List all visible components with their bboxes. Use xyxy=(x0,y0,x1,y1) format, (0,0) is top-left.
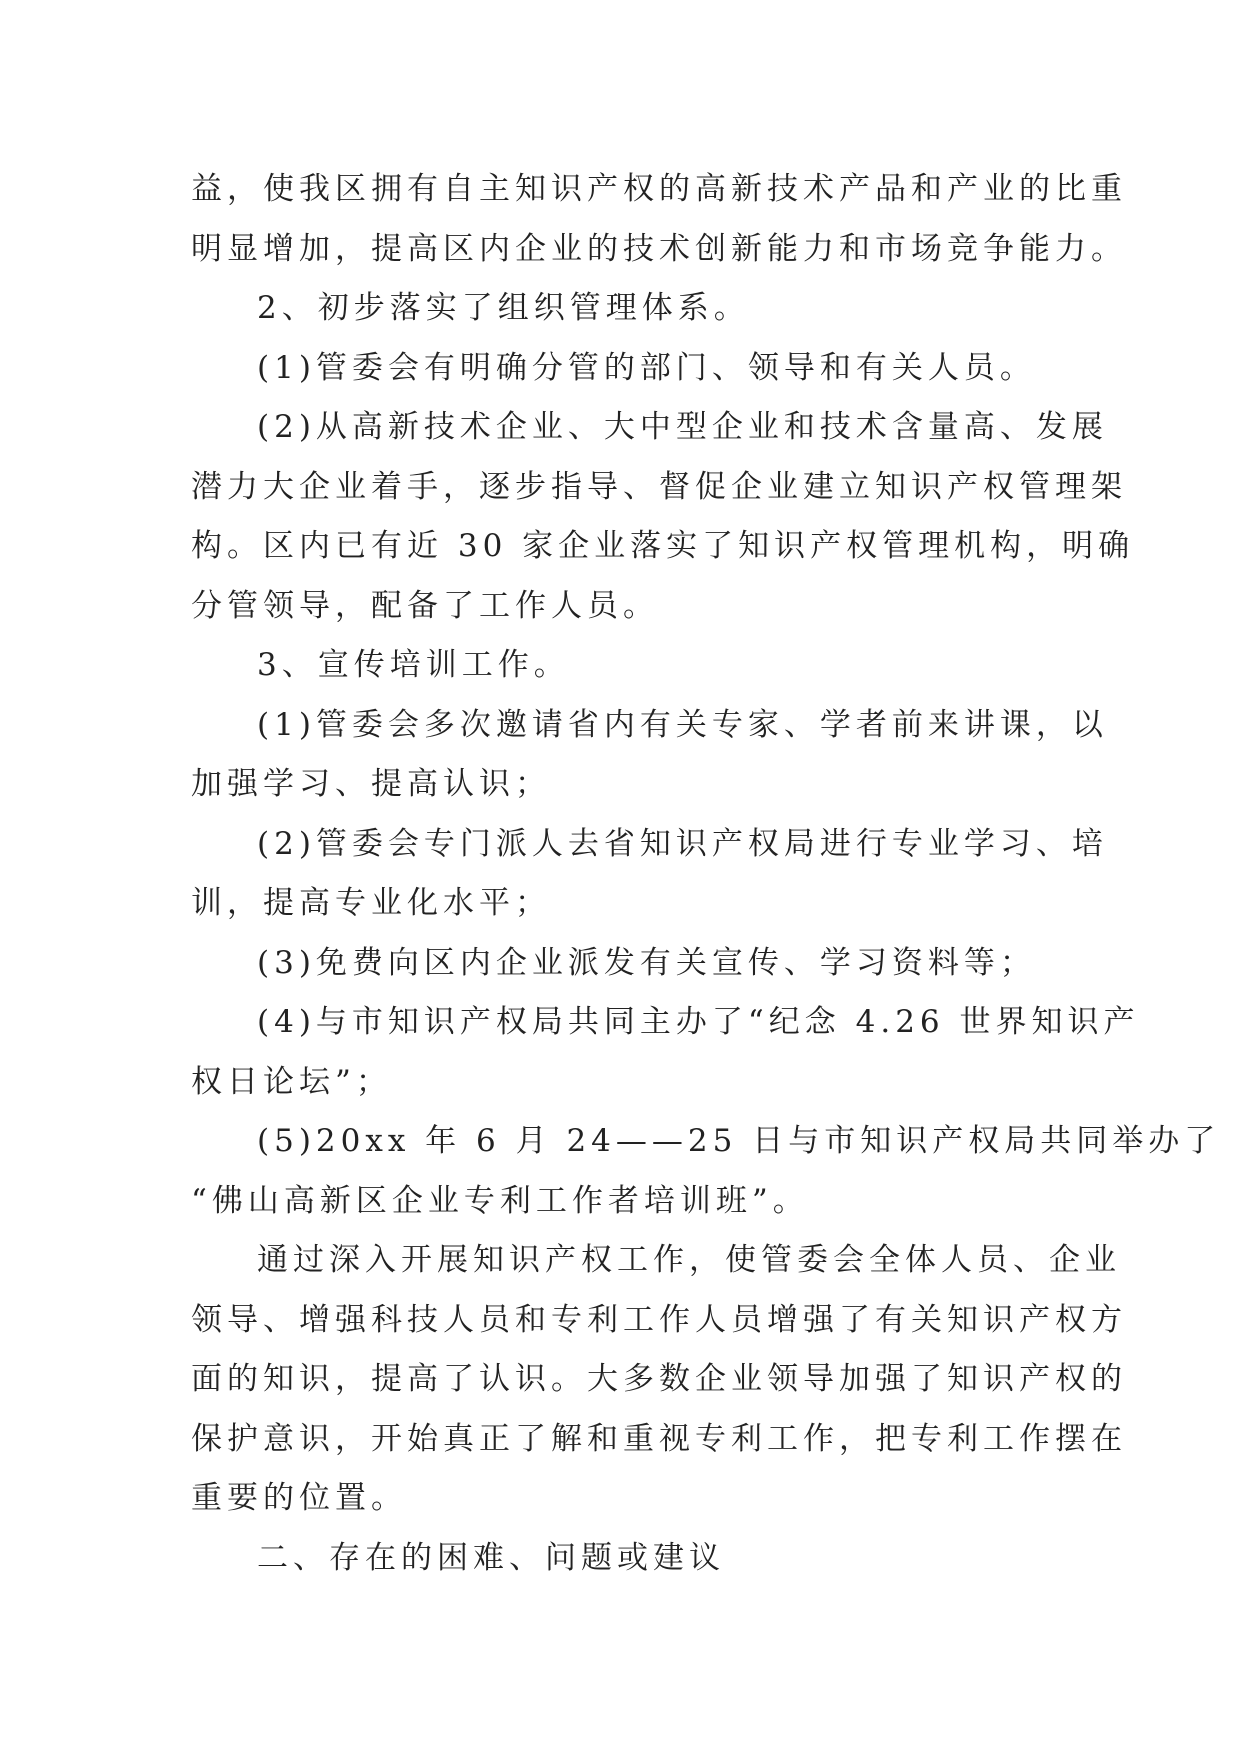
text-line: 重要的位置。 xyxy=(191,1480,407,1516)
text-line: 分管领导，配备了工作人员。 xyxy=(191,587,659,624)
text-line: 构。区内已有近 30 家企业落实了知识产权管理机构，明确 xyxy=(191,528,1135,564)
body-text xyxy=(191,160,1221,1588)
text-line: 明显增加，提高区内企业的技术创新能力和市场竞争能力。 xyxy=(191,230,1127,267)
list-item: (1)管委会多次邀请省内有关专家、学者前来讲课，以 xyxy=(257,706,1108,743)
section-heading: 2、初步落实了组织管理体系。 xyxy=(257,290,750,326)
text-line: 益，使我区拥有自主知识产权的高新技术产品和产业的比重 xyxy=(191,171,1127,207)
text-line: 潜力大企业着手，逐步指导、督促企业建立知识产权管理架 xyxy=(191,468,1127,505)
text-line: 面的知识，提高了认识。大多数企业领导加强了知识产权的 xyxy=(191,1361,1127,1397)
list-item: (1)管委会有明确分管的部门、领导和有关人员。 xyxy=(257,349,1036,386)
section-heading: 3、宣传培训工作。 xyxy=(257,647,570,683)
text-line: 训，提高专业化水平； xyxy=(191,885,551,921)
list-item: (5)20xx 年 6 月 24——25 日与市知识产权局共同举办了 xyxy=(257,1123,1221,1159)
text-line: 领导、增强科技人员和专利工作人员增强了有关知识产权方 xyxy=(191,1301,1127,1338)
text-line: “佛山高新区企业专利工作者培训班”。 xyxy=(191,1182,809,1219)
list-item: (2)从高新技术企业、大中型企业和技术含量高、发展 xyxy=(257,409,1108,445)
list-item: (4)与市知识产权局共同主办了“纪念 4.26 世界知识产 xyxy=(257,1004,1140,1040)
text-line: 保护意识，开始真正了解和重视专利工作，把专利工作摆在 xyxy=(191,1420,1127,1457)
text-line: 加强学习、提高认识； xyxy=(191,766,551,802)
paragraph-start: 通过深入开展知识产权工作，使管委会全体人员、企业 xyxy=(257,1242,1121,1278)
list-item: (3)免费向区内企业派发有关宣传、学习资料等； xyxy=(257,944,1036,981)
section-heading: 二、存在的困难、问题或建议 xyxy=(257,1539,725,1576)
text-line: 权日论坛”； xyxy=(191,1063,392,1100)
list-item: (2)管委会专门派人去省知识产权局进行专业学习、培 xyxy=(257,825,1108,862)
